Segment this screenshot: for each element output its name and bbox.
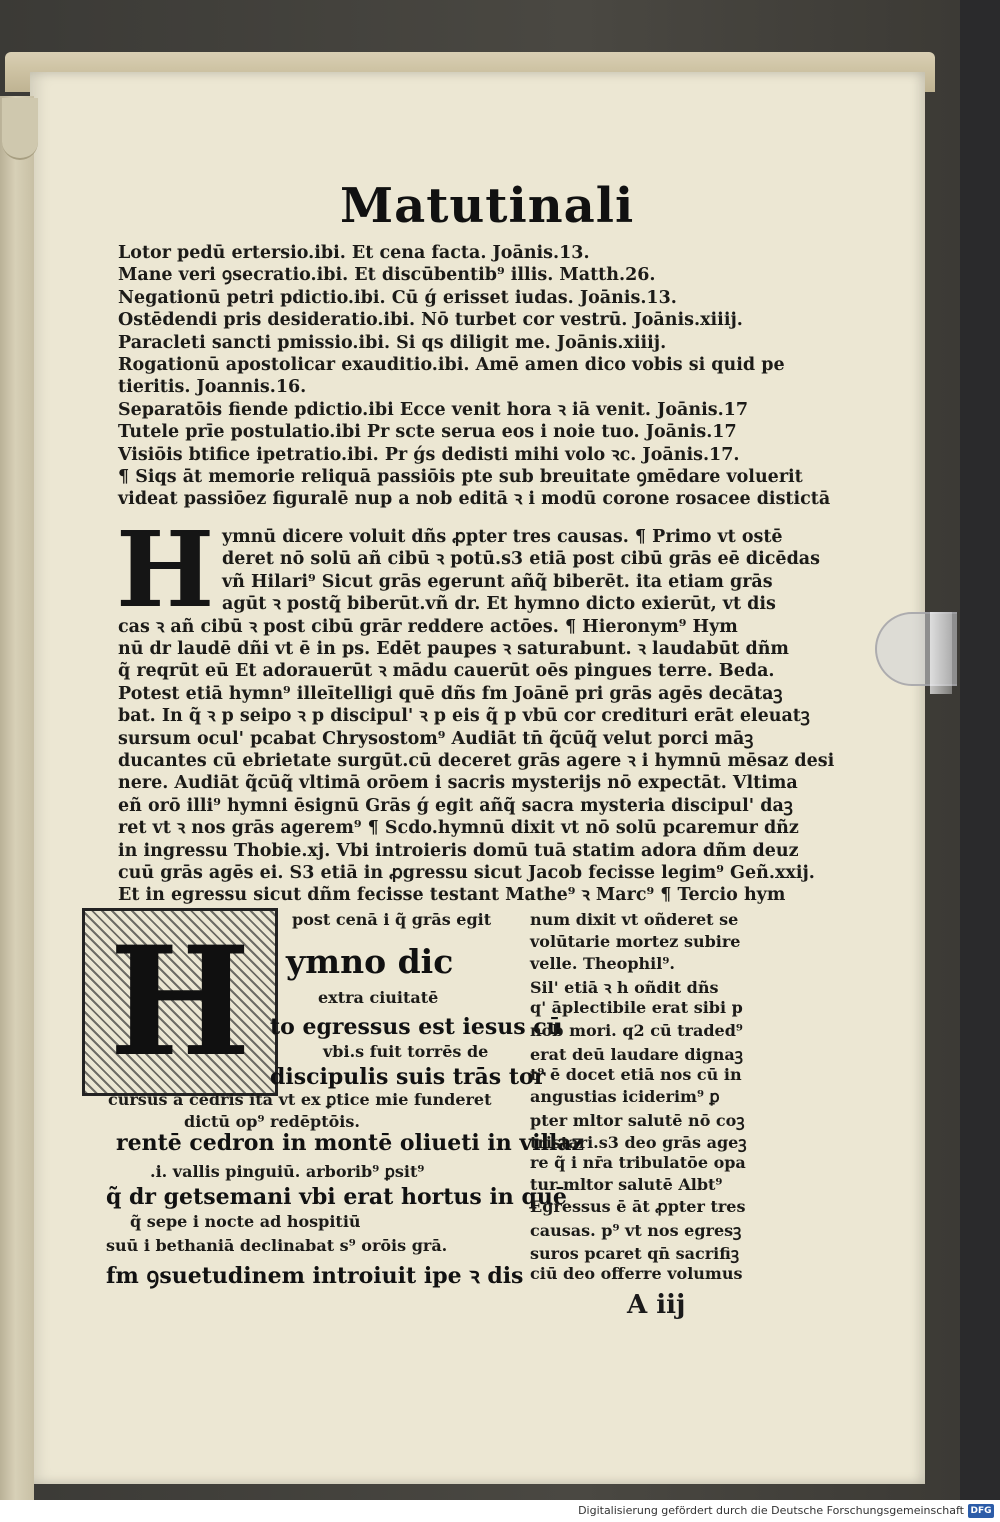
text-line: Paracleti sancti pmissio.ibi. Si qs diligit me. Joānis.xiiij. [118, 332, 667, 353]
text-line: Lotor pedū ertersio.ibi. Et cena facta. Joānis.13. [118, 243, 590, 263]
text-line: Rogationū apostolicar exauditio.ibi. Amē amen dico vobis si quid pe [118, 355, 785, 375]
text-line: vñ Hilari⁹ Sicut grās egerunt añq̃ biberēt. ita etiam grās [222, 571, 773, 592]
page-clip-shine [930, 612, 952, 694]
text-line: angustias iciderim⁹ ꝑ [530, 1086, 720, 1106]
text-line: tristari.s3 deo grās ageꝫ [530, 1133, 747, 1152]
text-line: nere. Audiāt q̃cūq̃ vltimā orōem i sacris mysterijs nō expectāt. Vltima [118, 773, 798, 794]
text-line: ret vt ꝛ nos grās agerem⁹ ¶ Scdo.hymnū dixit vt nō solū pcaremur dñz [118, 818, 799, 839]
text-line: Et in egressu sicut dñm fecisse testant Mathe⁹ ꝛ Marc⁹ ¶ Tercio hym [118, 885, 786, 906]
page-heading: Matutinali [340, 178, 635, 234]
text-line: deret nō solū añ cibū ꝛ potū.s3 etiā post cibū grās eē dicēdas [222, 549, 820, 570]
binding-curl [2, 98, 38, 160]
text-line: .i. vallis pinguiū. arborib⁹ ꝑsit⁹ [150, 1162, 425, 1181]
text-line: suros pcaret qn̄ sacrifiꝫ [530, 1243, 740, 1263]
text-line: q̃ dr getsemani vbi erat hortus in quē [106, 1184, 567, 1210]
text-line: post cenā i q̃ grās egit [292, 910, 492, 929]
text-line: num dixit vt oñderet se [530, 910, 739, 929]
text-line: sursum ocul' pcabat Chrysostom⁹ Audiāt tn̄ q̃cūq̃ velut porci māꝫ [118, 728, 754, 749]
text-line: vbi.s fuit torrēs de [323, 1042, 489, 1061]
text-line: Ostēdendi pris desideratio.ibi. Nō turbet cor vestrū. Joānis.xiiij. [118, 310, 743, 331]
text-line: nū dr laudē dñi vt ē in ps. Edēt paupes ꝛ saturabunt. ꝛ laudabūt dñm [118, 639, 789, 659]
text-line: extra ciuitatē [318, 988, 439, 1007]
text-line: cursus a cedris ita vt ex ꝑtice mie funderet [108, 1090, 492, 1109]
dfg-logo-icon: DFG [968, 1504, 994, 1518]
book-binding [0, 96, 34, 1500]
text-line: ducantes cū ebrietate surgūt.cū deceret grās agere ꝛ i hymnū mēsaz desi [118, 751, 835, 771]
text-line: ymnū dicere voluit dñs ꝓpter tres causas. ¶ Primo vt ostē [222, 527, 783, 547]
text-line: cuū grās agēs ei. S3 etiā in ꝓgressu sicut Jacob fecisse legim⁹ Geñ.xxij. [118, 863, 815, 883]
text-line: ymno dic [286, 942, 454, 981]
text-line: volūtarie mortez subire [530, 932, 741, 952]
text-line: to egressus est iesus cū [270, 1014, 563, 1040]
text-line: nob mori. q2 cū traded⁹ [530, 1020, 743, 1040]
text-line: videat passiōez figuralē nup a nob editā ꝛ i modū corone rosacee distictā [118, 489, 831, 510]
initial-letter-h: H [116, 508, 215, 631]
text-line: Egressus ē āt ꝓpter tres [530, 1197, 746, 1217]
footer-credit: Digitalisierung gefördert durch die Deutsche Forschungsgemeinschaft [578, 1504, 964, 1517]
text-line: q̃ sepe i nocte ad hospitiū [130, 1212, 361, 1231]
text-line: t⁹ ē docet etiā nos cū in [530, 1064, 742, 1084]
woodcut-initial-letter: H [85, 911, 275, 1093]
text-line: bat. In q̃ ꝛ p seipo ꝛ p discipul' ꝛ p eis q̃ p vbū cor credituri erāt eleuatꝫ [118, 706, 810, 727]
text-line: tur mltor salutē Albt⁹ [530, 1175, 723, 1195]
text-line: pter mltor salutē nō coꝫ [530, 1110, 745, 1130]
text-line: velle. Theophil⁹. [530, 954, 675, 974]
text-line: in ingressu Thobie.xj. Vbi introieris domū tuā statim adora dñm deuz [118, 840, 799, 861]
text-line: ¶ Siqs āt memorie reliquā passiōis pte sub breuitate ꝯmēdare voluerit [118, 467, 803, 487]
text-line: Sil' etiā ꝛ h oñdit dñs [530, 978, 719, 998]
text-line: Separatōis fiende pdictio.ibi Ecce venit hora ꝛ iā venit. Joānis.17 [118, 399, 749, 420]
text-line: Negationū petri pdictio.ibi. Cū ǵ erisset iudas. Joānis.13. [118, 287, 677, 308]
text-line: dictū op⁹ redēptōis. [184, 1112, 360, 1131]
text-line: Potest etiā hymn⁹ illeītelligi quē dñs fm Joānē pri grās agēs decātaꝫ [118, 683, 783, 704]
text-line: Visiōis btifice ipetratio.ibi. Pr ǵs dedisti mihi volo ꝛc. Joānis.17. [118, 444, 740, 465]
text-line: ciū deo offerre volumus [530, 1263, 743, 1283]
text-line: cas ꝛ añ cibū ꝛ post cibū grār reddere actōes. ¶ Hieronym⁹ Hym [118, 616, 738, 637]
text-line: q' āplectibile erat sibi p [530, 998, 743, 1018]
text-line: suū i bethaniā declinabat s⁹ orōis grā. [106, 1236, 448, 1255]
text-line: Tutele prīe postulatio.ibi Pr scte serua eos i noie tuo. Joānis.17 [118, 422, 737, 443]
text-line: re q̃ i nr̄a tribulatōe opa [530, 1153, 746, 1173]
text-line: fm ꝯsuetudinem introiuit ipe ꝛ dis [106, 1263, 524, 1289]
text-line: q̃ reqrūt eū Et adorauerūt ꝛ mādu cauerūt oēs pingues terre. Beda. [118, 661, 775, 682]
text-line: discipulis suis trās tor [270, 1064, 546, 1090]
text-line: causas. p⁹ vt nos egresꝫ [530, 1221, 742, 1241]
text-line: rentē cedron in montē oliueti in villaz [116, 1130, 585, 1156]
text-line: Mane veri ꝯsecratio.ibi. Et discūbentib⁹ illis. Matth.26. [118, 265, 656, 286]
woodcut-initial [82, 908, 278, 1096]
text-line: erat deū laudare dignaꝫ [530, 1044, 743, 1064]
text-line: tieritis. Joannis.16. [118, 377, 307, 398]
signature-mark: A iij [627, 1290, 686, 1320]
text-line: agūt ꝛ postq̃ biberūt.vñ dr. Et hymno dicto exierūt, vt dis [222, 594, 776, 615]
text-line: eñ orō illi⁹ hymni ēsignū Grās ǵ egit añq̃ sacra mysteria discipul' daꝫ [118, 795, 793, 816]
